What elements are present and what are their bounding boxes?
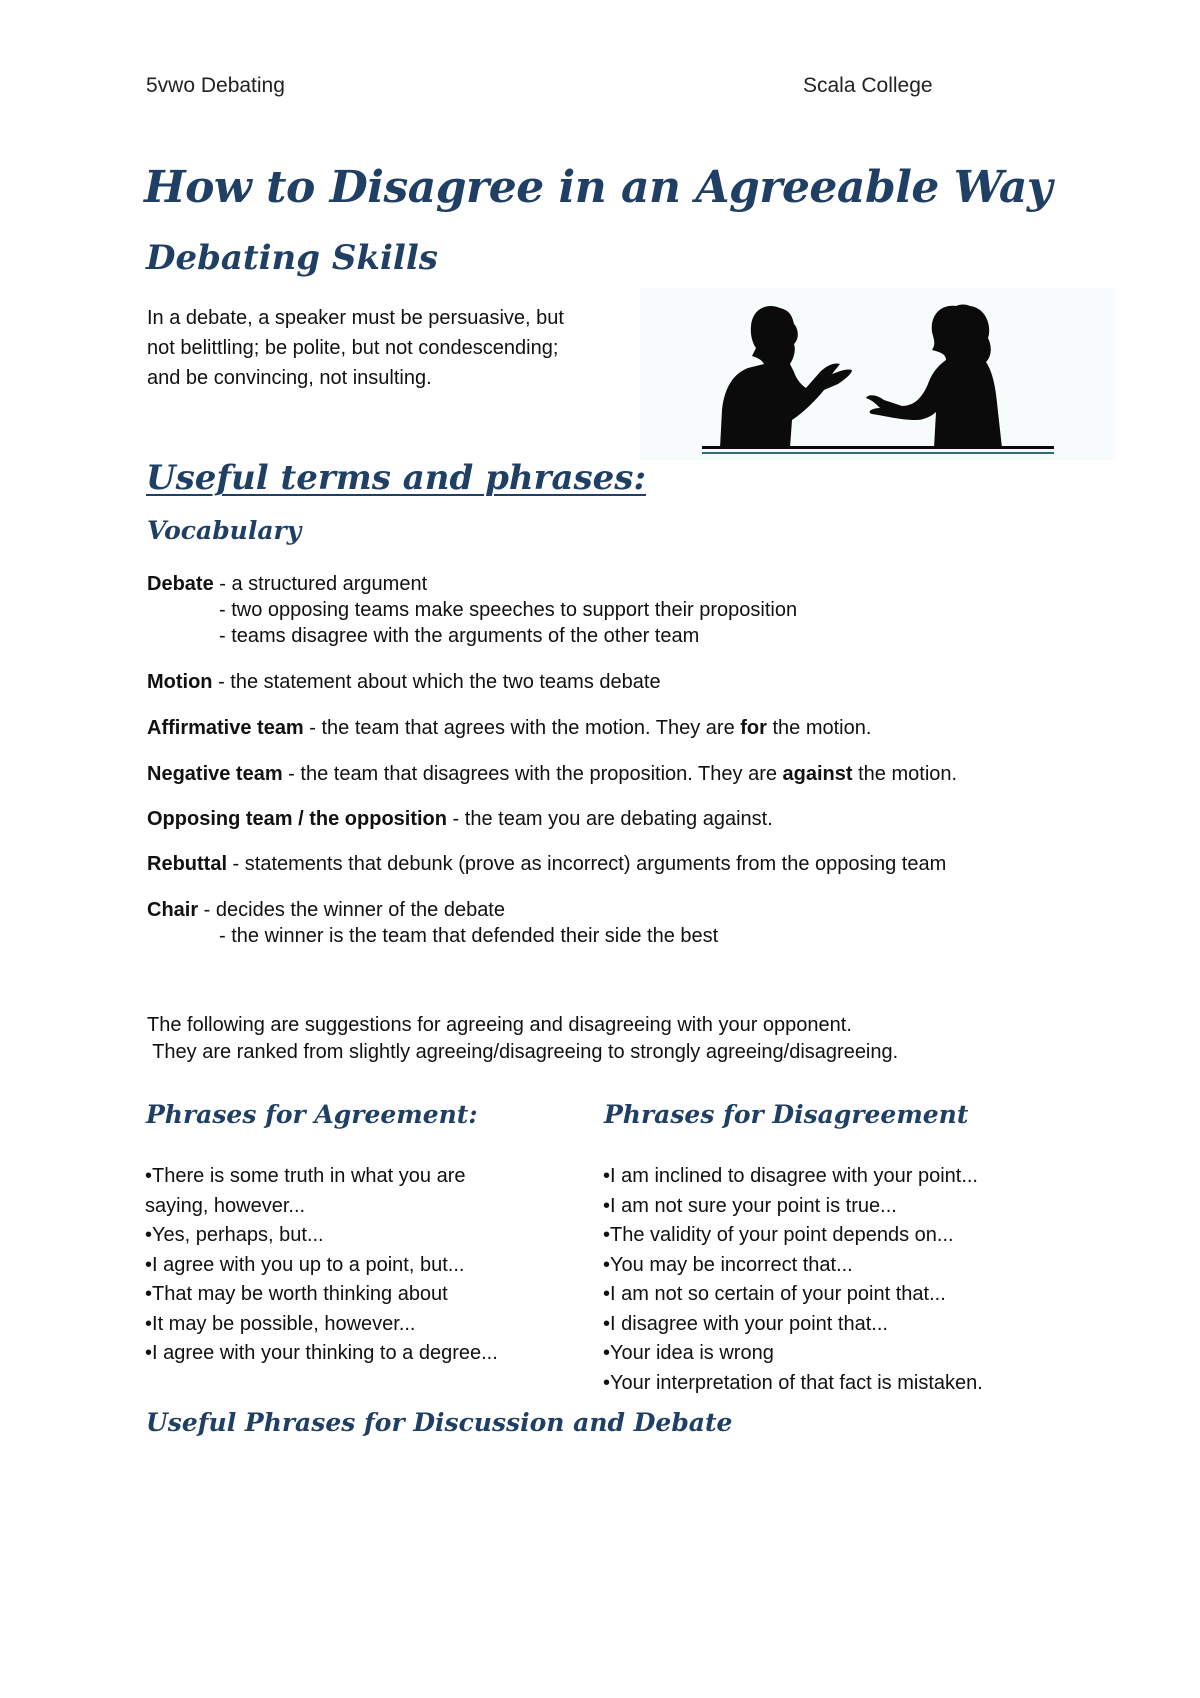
header-left: 5vwo Debating — [146, 74, 285, 97]
vocab-term: Negative team — [147, 763, 283, 785]
suggestions-paragraph — [147, 1012, 898, 1066]
vocab-sub: - the winner is the team that defended their side the best — [219, 925, 719, 947]
vocab-def: the motion. — [852, 763, 958, 785]
vocab-entry-debate — [147, 571, 797, 649]
intro-paragraph — [147, 303, 667, 393]
intro-line: and be convincing, not insulting. — [147, 367, 432, 389]
disagreement-item: • I am inclined to disagree with your point... — [603, 1162, 1083, 1192]
disagreement-list — [603, 1162, 1083, 1398]
vocab-term: Affirmative team — [147, 717, 304, 739]
disagreement-item: • Your idea is wrong — [603, 1339, 1083, 1369]
vocab-term: Motion — [147, 671, 213, 693]
vocab-def: - a structured argument — [213, 573, 428, 595]
agreement-heading: Phrases for Agreement: — [146, 1100, 478, 1129]
agreement-item: • I agree with your thinking to a degree... — [145, 1339, 565, 1369]
agreement-item: • It may be possible, however... — [145, 1310, 565, 1340]
discussion-heading: Useful Phrases for Discussion and Debate — [146, 1408, 733, 1437]
vocab-def: - the team that agrees with the motion. They are — [303, 717, 741, 739]
subtitle: Debating Skills — [146, 238, 438, 278]
agreement-item-continuation: saying, however... — [145, 1194, 306, 1217]
vocab-emphasis: against — [782, 763, 853, 785]
header-right: Scala College — [803, 74, 933, 97]
disagreement-heading: Phrases for Disagreement — [604, 1100, 969, 1129]
disagreement-item: • The validity of your point depends on... — [603, 1221, 1083, 1251]
vocabulary-heading: Vocabulary — [147, 516, 302, 545]
page-title: How to Disagree in an Agreeable Way — [144, 162, 1052, 213]
man-silhouette — [720, 306, 852, 448]
vocab-emphasis: for — [740, 717, 767, 739]
intro-line: not belittling; be polite, but not condescending; — [147, 337, 559, 359]
table-top — [702, 446, 1054, 449]
disagreement-item: • You may be incorrect that... — [603, 1251, 1083, 1281]
vocab-term: Chair — [147, 899, 199, 921]
debate-silhouettes-icon — [640, 288, 1115, 460]
vocab-entry-opposing — [147, 806, 773, 832]
intro-line: In a debate, a speaker must be persuasive, but — [147, 307, 564, 329]
suggestions-line: The following are suggestions for agreeing and disagreeing with your opponent. — [147, 1014, 852, 1036]
agreement-list — [145, 1162, 565, 1369]
vocab-entry-motion — [147, 669, 661, 695]
disagreement-item: • I disagree with your point that... — [603, 1310, 1083, 1340]
disagreement-item: • Your interpretation of that fact is mistaken. — [603, 1369, 1083, 1399]
agreement-item: • There is some truth in what you are saying, however... — [145, 1162, 565, 1221]
vocab-def: - the team that disagrees with the proposition. They are — [282, 763, 783, 785]
vocab-term: Rebuttal — [147, 853, 227, 875]
vocab-term: Debate — [147, 573, 214, 595]
agreement-item: • That may be worth thinking about — [145, 1280, 565, 1310]
vocab-def: - the team you are debating against. — [447, 808, 773, 830]
disagreement-item: • I am not sure your point is true... — [603, 1192, 1083, 1222]
agreement-item: • I agree with you up to a point, but... — [145, 1251, 565, 1281]
vocab-entry-affirmative — [147, 715, 871, 741]
vocab-def: - decides the winner of the debate — [198, 899, 505, 921]
woman-silhouette — [866, 305, 1002, 449]
vocab-sub: - teams disagree with the arguments of the other team — [219, 625, 700, 647]
vocab-term: Opposing team / the opposition — [147, 808, 447, 830]
vocab-sub: - two opposing teams make speeches to support their proposition — [219, 599, 798, 621]
agreement-item: • Yes, perhaps, but... — [145, 1221, 565, 1251]
useful-terms-heading: Useful terms and phrases: — [146, 458, 646, 498]
vocab-def: - statements that debunk (prove as incorrect) arguments from the opposing team — [227, 853, 947, 875]
table-line — [702, 452, 1054, 454]
suggestions-line: They are ranked from slightly agreeing/disagreeing to strongly agreeing/disagreeing. — [147, 1041, 899, 1063]
vocab-entry-rebuttal — [147, 851, 946, 877]
vocab-entry-negative — [147, 761, 957, 787]
vocab-def: the motion. — [766, 717, 872, 739]
vocab-def: - the statement about which the two teams debate — [212, 671, 661, 693]
vocab-entry-chair — [147, 897, 718, 949]
disagreement-item: • I am not so certain of your point that... — [603, 1280, 1083, 1310]
